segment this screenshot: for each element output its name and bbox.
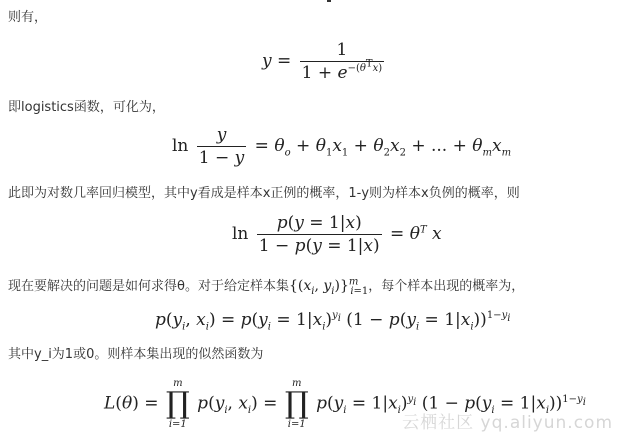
paragraph-problem-text: 现在要解决的问题是如何求得θ。对于给定样本集	[8, 279, 289, 294]
paragraph-logistics: 即logistics函数，可化为，	[8, 100, 165, 115]
equation-likelihood: L(θ) = m ∏ i=1 $p(y_i$, $x_i$) = m ∏ i=1 $p(y_i = 1|x_i)^{y_i}$ $(1 - p(y_i = 1|x_i))^{1-y_i}$	[104, 378, 586, 430]
paragraph-odds-model: 此即为对数几率回归模型，其中y看成是样本x正例的概率，1-y则为样本x负例的概率，则	[8, 186, 520, 201]
paragraph-problem	[8, 278, 524, 295]
paragraph-problem-text-end: ，每个样本出现的概率为，	[368, 279, 525, 294]
equation-sample-probability: $p(y_i$, $x_i) = p(y_i = 1|x_i)^{y_i}$ $(1 - p(y_i = 1|x_i))^{1-y_i}$	[155, 310, 511, 333]
top-edge-mark	[327, 0, 331, 2]
equation-sigmoid: y = $\frac{1}{1 + e^{-(\theta^Tx)}}$	[262, 40, 383, 83]
watermark-text: 云栖社区 yq.aliyun.com	[402, 413, 613, 433]
paragraph-then: 则有，	[8, 10, 48, 25]
sample-set-formula: {($x_i$, $y_i)\}^m_{i=1}$	[288, 276, 369, 297]
equation-log-odds-prob: ln $\frac{p(y = 1|x)}{1 - p(y = 1|x)}$ = $\theta^T$ x	[232, 213, 442, 256]
equation-log-odds: ln $\frac{y}{1 - y}$ = $\theta_o + \theta_1x_1 + \theta_2x_2$ + ... + $\theta_mx_m$	[172, 125, 512, 168]
paragraph-likelihood: 其中y_i为1或0。则样本集出现的似然函数为	[8, 347, 264, 362]
